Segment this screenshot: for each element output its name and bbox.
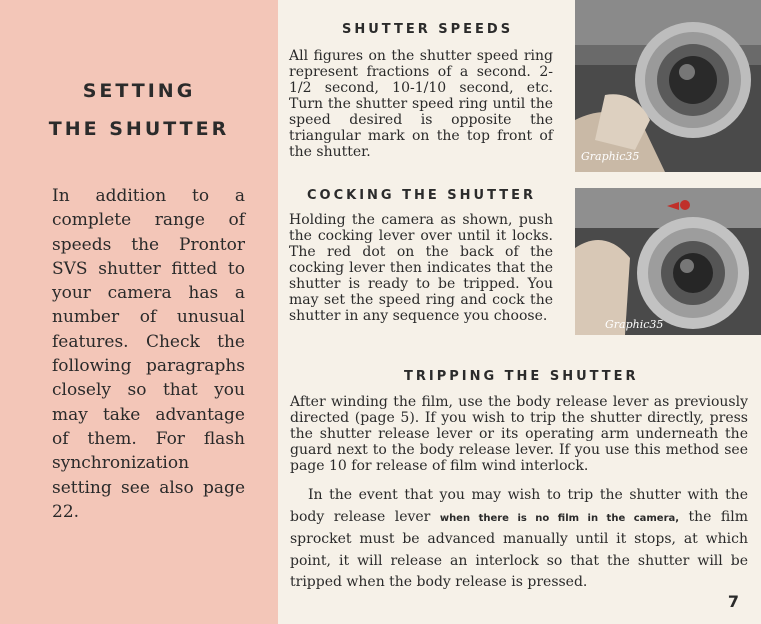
cocking-photo: [575, 188, 761, 335]
top-photo-caption: Graphic35: [581, 150, 640, 163]
shutter-speeds-heading: SHUTTER SPEEDS: [342, 22, 514, 37]
intro-paragraph: In addition to a complete range of speeds the Prontor SVS shutter fitted to your camera has a number of unusual features. Check the following paragraphs closely so that you may take advantage of them. For flash synchronization setting see also page 22.: [52, 186, 245, 522]
tripping-heading: TRIPPING THE SHUTTER: [404, 369, 639, 384]
cocking-heading: COCKING THE SHUTTER: [307, 188, 536, 203]
camera-lens-illustration: [575, 0, 761, 172]
tripping-text-2-end: the film sprocket must be advanced manually until it stops, at which point, it will release an interlock so that the shutter will be tripped when the body release is pressed.: [290, 508, 748, 590]
tripping-emphasis: when there is no film in the camera,: [439, 512, 680, 524]
cocking-text: Holding the camera as shown, push the cocking lever over until it locks. The red dot on the back of the cocking lever then indicates that the shutter is ready to be tripped. You may set the speed ring and cock the shutter in any sequence you choose.: [289, 212, 553, 324]
title-line-2: THE SHUTTER: [48, 118, 230, 140]
left-panel: [0, 0, 278, 624]
page-title: [0, 72, 278, 148]
tripping-text-2-start: In the event that you may wish to trip the shutter with the body release lever: [290, 487, 748, 525]
title-line-1: SETTING: [82, 80, 196, 102]
tripping-text-2: [290, 485, 748, 594]
bottom-photo-caption: Graphic35: [605, 318, 664, 331]
camera-cocking-illustration: [575, 188, 761, 335]
shutter-speed-photo: [575, 0, 761, 172]
shutter-speeds-text: All figures on the shutter speed ring represent fractions of a second. 2-1/2 second, 10-1/10 second, etc. Turn the shutter speed ring until the speed desired is opposite the triangular mark on the top front of the shutter.: [289, 48, 553, 160]
tripping-text-1: After winding the film, use the body release lever as previously directed (page 5). If you wish to trip the shutter directly, press the shutter release lever or its operating arm underneath the guard next to the body release lever. If you use this method see page 10 for release of film wind interlock.: [290, 394, 748, 474]
page-number: 7: [727, 592, 739, 611]
